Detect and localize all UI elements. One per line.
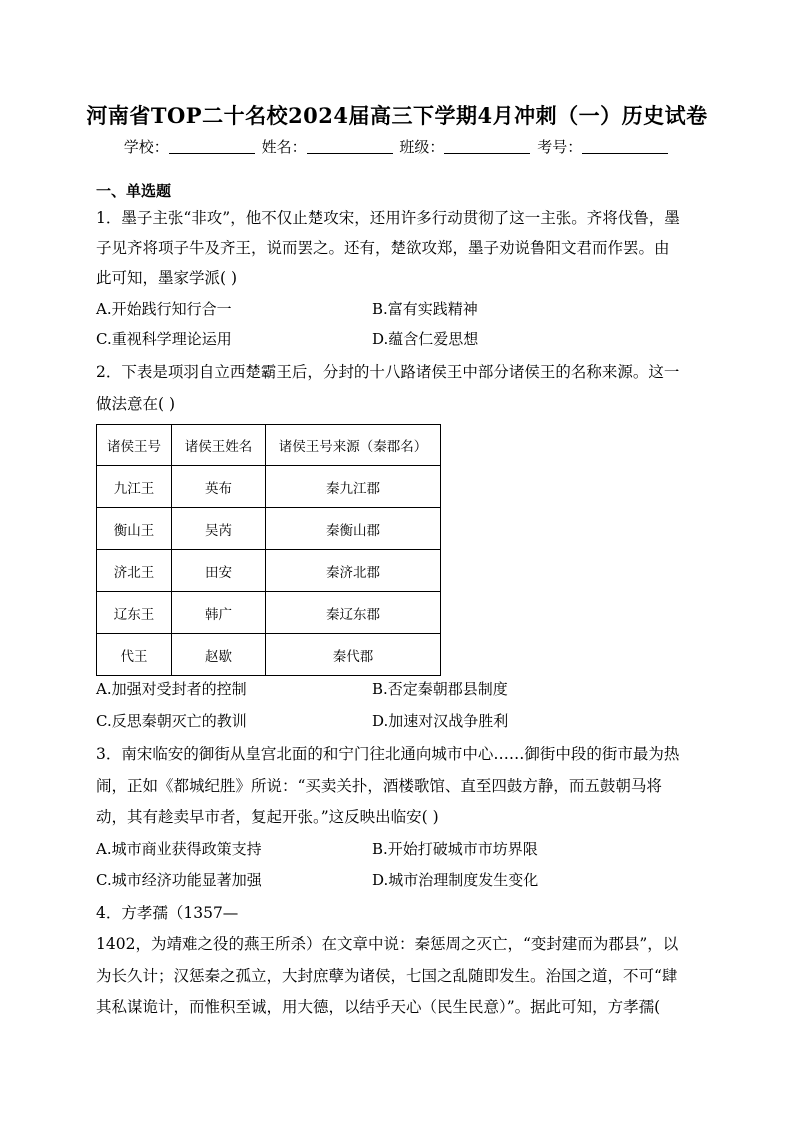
table-cell: 辽东王 (97, 592, 172, 634)
table-cell: 衡山王 (97, 508, 172, 550)
table-header: 诸侯王号来源（秦郡名） (266, 425, 441, 466)
question-line: 4．方孝孺（1357— (96, 904, 239, 922)
table-header: 诸侯王姓名 (172, 425, 266, 466)
section-heading: 一、单选题 (96, 182, 172, 200)
question-line: 做法意在( ) (96, 395, 176, 413)
table-cell: 秦辽东郡 (266, 592, 441, 634)
class-blank (444, 139, 530, 154)
question-line: 3．南宋临安的御街从皇宫北面的和宁门往北通向城市中心……御街中段的街市最为热 (96, 745, 680, 763)
name-label: 姓名： (261, 138, 307, 156)
table-header-row (97, 425, 441, 466)
vassal-king-table (96, 424, 441, 676)
option-d: D.加速对汉战争胜利 (372, 712, 509, 730)
table-cell: 秦济北郡 (266, 550, 441, 592)
table-cell: 秦代郡 (266, 634, 441, 676)
table-cell: 九江王 (97, 466, 172, 508)
class-label: 班级： (399, 138, 445, 156)
school-blank (169, 139, 255, 154)
option-b: B.开始打破城市市坊界限 (372, 840, 538, 858)
option-b: B.富有实践精神 (372, 300, 478, 318)
option-c: C.城市经济功能显著加强 (96, 871, 262, 889)
question-line: 子见齐将项子牛及齐王，说而罢之。还有，楚欲攻郑，墨子劝说鲁阳文君而作罢。由 (96, 239, 670, 257)
option-b: B.否定秦朝郡县制度 (372, 680, 508, 698)
question-line: 动，其有趁卖早市者，复起开张。”这反映出临安( ) (96, 808, 439, 826)
question-line: 其私谋诡计，而惟积至诚，用大德，以结乎天心（民生民意）”。据此可知，方孝孺( (96, 998, 661, 1016)
table-row (97, 466, 441, 508)
table-row (97, 550, 441, 592)
exam-title: 河南省TOP二十名校2024届高三下学期4月冲刺（一）历史试卷 (86, 103, 708, 128)
table-cell: 赵歇 (172, 634, 266, 676)
table-cell: 韩广 (172, 592, 266, 634)
number-blank (582, 139, 668, 154)
option-a: A.城市商业获得政策支持 (96, 840, 262, 858)
option-a: A.加强对受封者的控制 (96, 680, 247, 698)
table-row (97, 508, 441, 550)
question-line: 此可知，墨家学派( ) (96, 269, 238, 287)
table-row (97, 592, 441, 634)
table-cell: 秦九江郡 (266, 466, 441, 508)
option-d: D.城市治理制度发生变化 (372, 871, 539, 889)
table-cell: 吴芮 (172, 508, 266, 550)
table-cell: 济北王 (97, 550, 172, 592)
question-line: 为长久计；汉惩秦之孤立，大封庶孽为诸侯，七国之乱随即发生。治国之道，不可“肆 (96, 967, 678, 985)
table-header: 诸侯王号 (97, 425, 172, 466)
name-blank (307, 139, 393, 154)
option-a: A.开始践行知行合一 (96, 300, 232, 318)
question-line: 闹，正如《都城纪胜》所说：“买卖关扑，酒楼歌馆、直至四鼓方静，而五鼓朝马将 (96, 777, 662, 795)
table-cell: 英布 (172, 466, 266, 508)
school-label: 学校： (123, 138, 169, 156)
table-cell: 田安 (172, 550, 266, 592)
table-cell: 秦衡山郡 (266, 508, 441, 550)
table-row (97, 634, 441, 676)
option-c: C.重视科学理论运用 (96, 330, 232, 348)
number-label: 考号： (537, 138, 583, 156)
table-cell: 代王 (97, 634, 172, 676)
student-info (0, 136, 794, 157)
option-d: D.蕴含仁爱思想 (372, 330, 479, 348)
option-c: C.反思秦朝灭亡的教训 (96, 712, 247, 730)
question-line: 1402，为靖难之役的燕王所杀）在文章中说：秦惩周之灭亡，“变封建而为郡县”，以 (96, 935, 679, 953)
question-line: 1．墨子主张“非攻”，他不仅止楚攻宋，还用许多行动贯彻了这一主张。齐将伐鲁，墨 (96, 209, 680, 227)
question-line: 2．下表是项羽自立西楚霸王后，分封的十八路诸侯王中部分诸侯王的名称来源。这一 (96, 363, 680, 381)
